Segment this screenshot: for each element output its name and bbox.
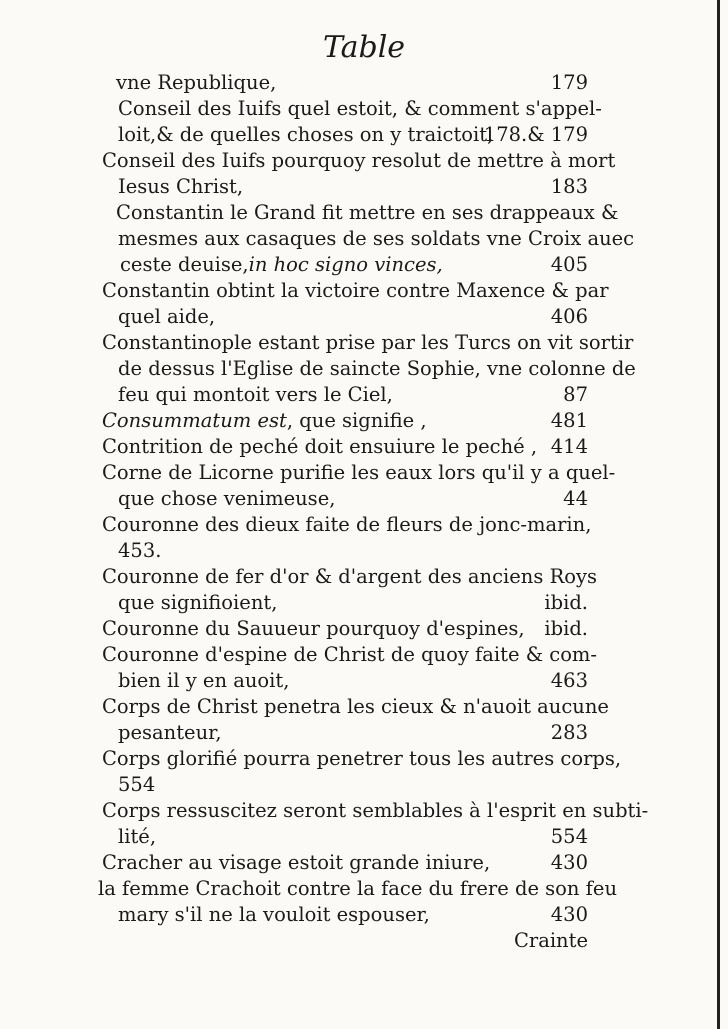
- page-ref: 183: [550, 175, 588, 198]
- page-ref: 178.& 179: [483, 123, 588, 146]
- index-line: quel aide,: [118, 305, 216, 328]
- page-ref: 481: [550, 409, 588, 432]
- index-line: Contrition de peché doit ensuiure le peché ,: [102, 435, 538, 458]
- index-line: Couronne du Sauueur pourquoy d'espines,: [102, 617, 525, 640]
- page-ref: 283: [550, 721, 588, 744]
- page-ref: 405: [550, 253, 588, 276]
- index-line: Constantin obtint la victoire contre Maxence & par: [102, 279, 609, 302]
- page-ref: 87: [563, 383, 588, 406]
- index-line: bien il y en auoit,: [118, 669, 290, 692]
- page-ref: ibid.: [544, 591, 588, 614]
- page-ref: 430: [550, 903, 588, 926]
- page-ref: 44: [563, 487, 588, 510]
- index-line: Consummatum est, que signifie ,: [102, 409, 427, 432]
- index-line: Conseil des Iuifs pourquoy resolut de mettre à mort: [102, 149, 616, 172]
- page-ref: 463: [550, 669, 588, 692]
- page-ref: 179: [550, 71, 588, 94]
- index-line: la femme Crachoit contre la face du frere de son feu: [98, 877, 617, 900]
- index-line: mesmes aux casaques de ses soldats vne Croix auec: [118, 227, 635, 250]
- index-line: ceste deuise,in hoc signo vinces,: [120, 253, 443, 276]
- index-line: Couronne de fer d'or & d'argent des anciens Roys: [102, 565, 598, 588]
- index-line: Corps glorifié pourra penetrer tous les autres corps,: [102, 747, 622, 770]
- index-line: Conseil des Iuifs quel estoit, & comment s'appel-: [118, 97, 602, 120]
- index-line: que signifioient,: [118, 591, 278, 614]
- index-line: Couronne des dieux faite de fleurs de jonc-marin,: [102, 513, 592, 536]
- index-line: lité,: [118, 825, 157, 848]
- page-ref: ibid.: [544, 617, 588, 640]
- index-line: vne Republique,: [116, 71, 277, 94]
- page-edge-border: [717, 0, 720, 1029]
- index-line: Cracher au visage estoit grande iniure,: [102, 851, 491, 874]
- index-line: Couronne d'espine de Christ de quoy faite & com-: [102, 643, 598, 666]
- index-line: 554: [118, 773, 156, 796]
- italic-motto: in hoc signo vinces,: [248, 253, 443, 276]
- index-line: mary s'il ne la vouloit espouser,: [118, 903, 430, 926]
- index-line: Constantinople estant prise par les Turcs on vit sortir: [102, 331, 634, 354]
- catchword: Crainte: [513, 929, 588, 952]
- running-header: Table: [322, 30, 406, 65]
- page-ref: 554: [550, 825, 588, 848]
- index-line: 453.: [118, 539, 162, 562]
- page-ref: 406: [550, 305, 588, 328]
- index-line: Corne de Licorne purifie les eaux lors qu'il y a quel-: [102, 461, 616, 484]
- index-line: Corps de Christ penetra les cieux & n'auoit aucune: [102, 695, 609, 718]
- page-ref: 414: [550, 435, 588, 458]
- italic-term: Consummatum est: [102, 409, 287, 432]
- index-line: de dessus l'Eglise de saincte Sophie, vne colonne de: [118, 357, 636, 380]
- index-line: feu qui montoit vers le Ciel,: [118, 383, 393, 406]
- index-line: que chose venimeuse,: [118, 487, 336, 510]
- page-ref: 430: [550, 851, 588, 874]
- index-line: Constantin le Grand fit mettre en ses drappeaux &: [116, 201, 619, 224]
- index-line: Corps ressuscitez seront semblables à l'esprit en subti-: [102, 799, 649, 822]
- index-line: loit,& de quelles choses on y traictoit,: [118, 123, 494, 146]
- index-line: pesanteur,: [118, 721, 222, 744]
- index-line: Iesus Christ,: [118, 175, 244, 198]
